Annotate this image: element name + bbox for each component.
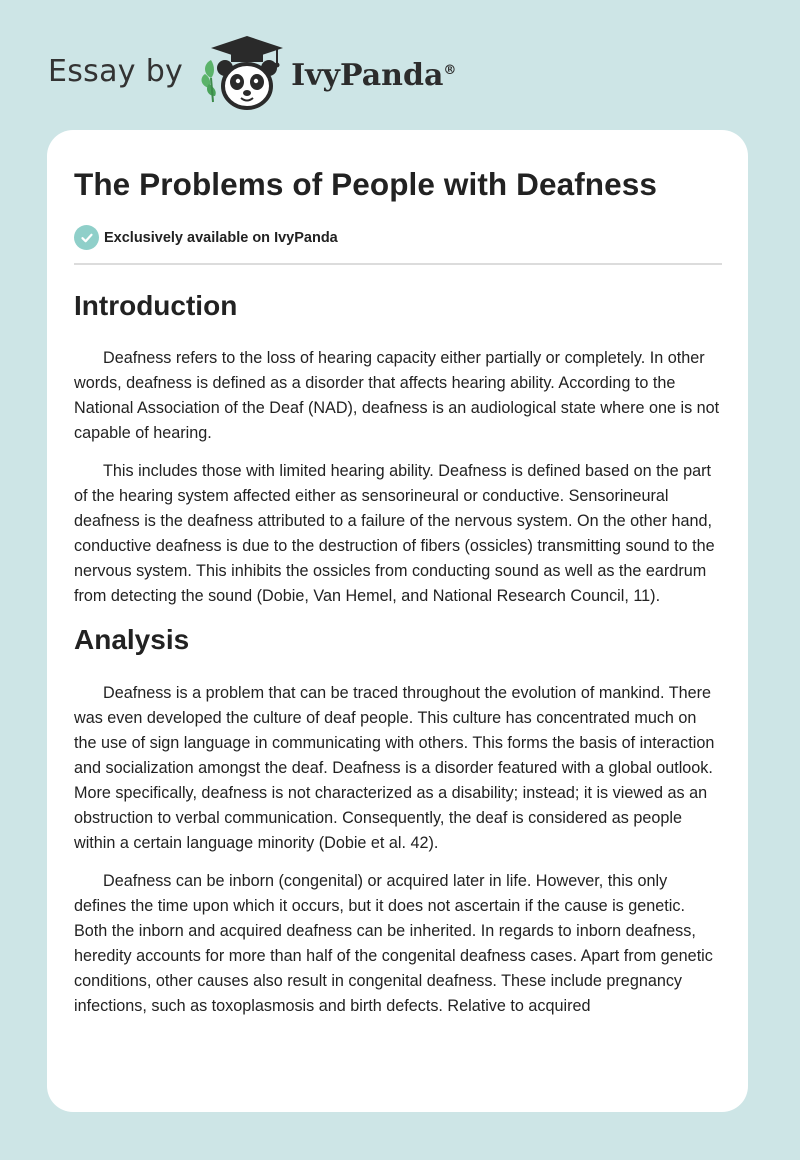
paragraph: Deafness can be inborn (congenital) or acquired later in life. However, this only defines the time upon which it occurs, but it does not ascertain if the cause is genetic. Both the inborn and acquired deafness can be inherited. In regards to inborn deafness, heredity accounts for more than half of the congenital deafness cases. Apart from genetic conditions, other causes also result in congenital deafness. These include pregnancy infections, such as toxoplasmosis and birth defects. Relative to acquired [74,871,713,1015]
paragraph: This includes those with limited hearing ability. Deafness is defined based on the part of the hearing system affected either as sensorineural or conductive. Sensorineural deafness is the deafness attributed to a failure of the nervous system. On the other hand, conductive deafness is due to the destruction of fibers (ossicles) transmitting sound to the nervous system. This inhibits the ossicles from conducting sound as well as the eardrum from detecting the sound (Dobie, Van Hemel, and National Research Council, 11). [74,462,715,606]
panda-graduate-logo-icon[interactable] [197,34,287,114]
exclusive-badge-label: Exclusively available on IvyPanda [104,229,338,246]
exclusive-badge [74,225,722,251]
check-icon [74,225,99,250]
divider [74,263,722,265]
paragraph: Deafness refers to the loss of hearing capacity either partially or completely. In other words, deafness is defined as a disorder that affects hearing ability. According to the National Association of the Deaf (NAD), deafness is an audiological state where one is not capable of hearing. [74,349,720,443]
essay-card [47,130,748,1112]
section-heading-analysis: Analysis [74,624,190,656]
paragraph: Deafness is a problem that can be traced throughout the evolution of mankind. There was even developed the culture of deaf people. This culture has concentrated much on the use of sign language in communicating with others. This forms the basis of interaction and socialization amongst the deaf. Deafness is a disorder featured with a global outlook. More specifically, deafness is not characterized as a disability; instead; it is viewed as an obstruction to verbal communication. Consequently, the deaf is considered as people within a certain language minority (Dobie et al. 42). [74,683,715,852]
registered-mark: ® [443,62,457,78]
brand-name-text: IvyPanda [291,57,444,93]
brand-name[interactable] [291,58,456,93]
site-header [48,34,456,114]
essay-by-label: Essay by [48,53,184,89]
page-title: The Problems of People with Deafness [74,166,657,202]
section-heading-introduction: Introduction [74,289,238,321]
